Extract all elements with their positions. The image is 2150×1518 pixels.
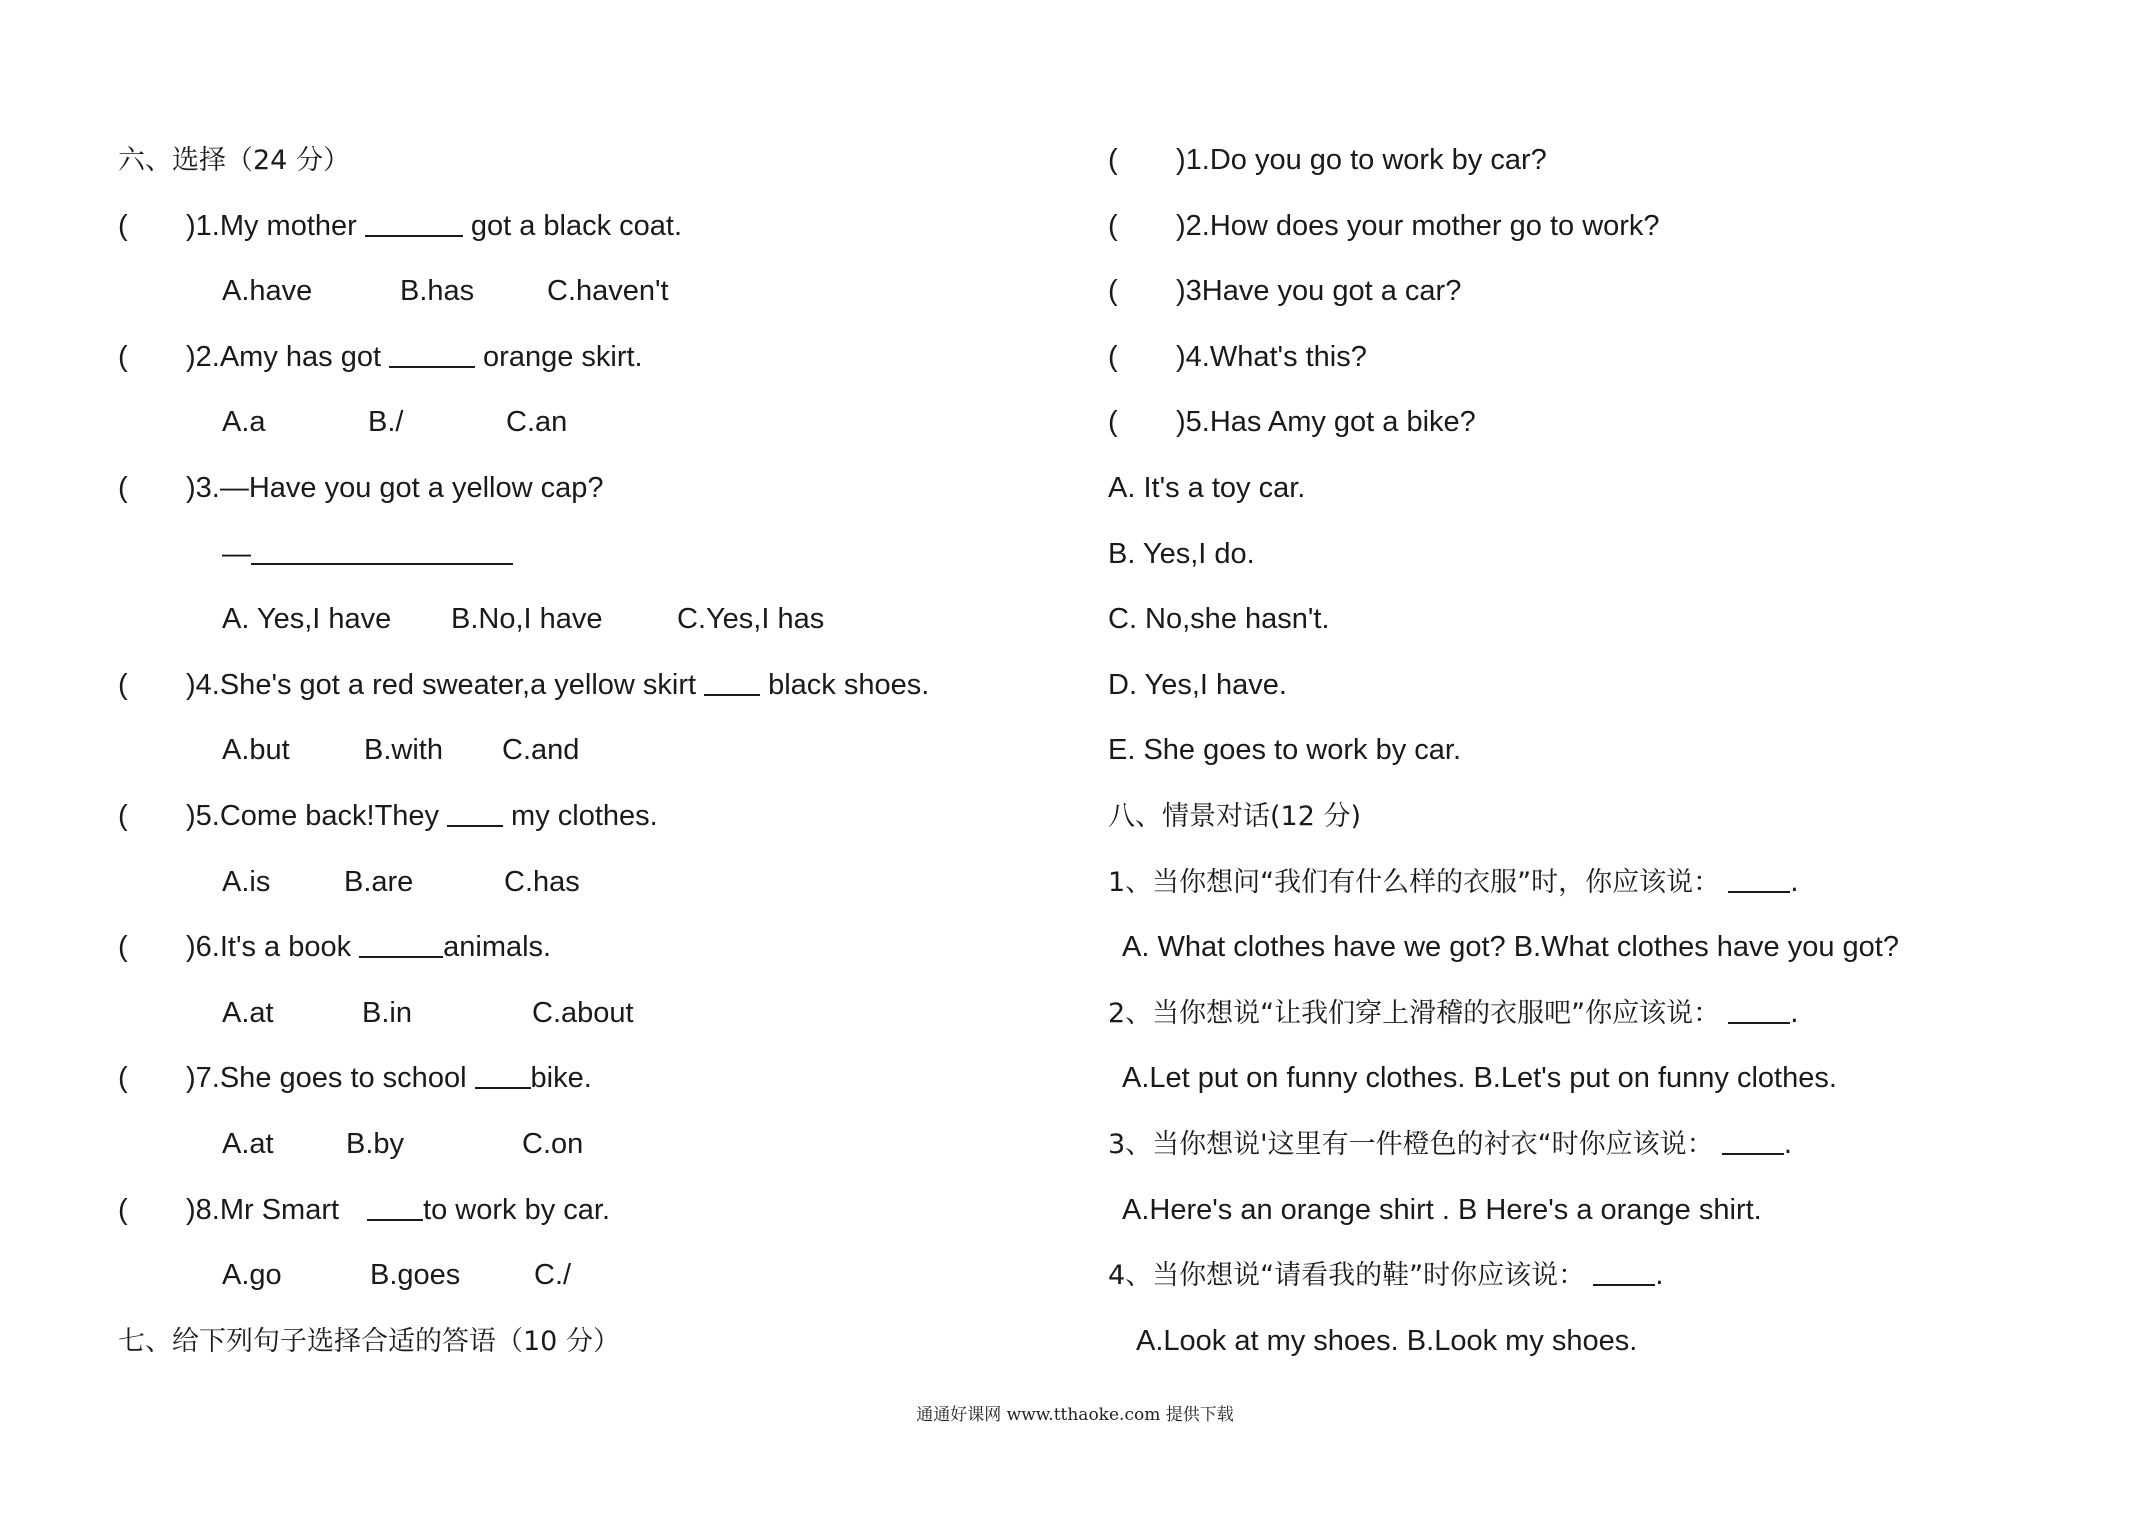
match-question-1	[1108, 128, 2068, 194]
option-b: B.are	[344, 865, 414, 898]
section-7-title: 七、给下列句子选择合适的答语（10 分）	[118, 1325, 620, 1357]
answer-paren: (	[118, 471, 128, 504]
dialog-prompt: 4、当你想说“请看我的鞋”时你应该说：	[1108, 1260, 1586, 1292]
question-text: )5.Come back!They	[186, 799, 440, 832]
question-5	[118, 784, 1058, 850]
answer-paren: (	[1108, 275, 1118, 308]
blank-end: .	[1783, 1128, 1793, 1160]
answer-blank	[251, 534, 513, 565]
question-text-end: animals.	[443, 931, 552, 964]
answer-paren: (	[1108, 209, 1118, 242]
answer-blank	[704, 665, 760, 696]
question-4	[118, 653, 1058, 719]
question-text: )4.What's this?	[1176, 340, 1367, 373]
option-b: B.by	[346, 1127, 405, 1160]
dialog-2-options: A.Let put on funny clothes. B.Let's put on funny clothes.	[1122, 1062, 1837, 1095]
question-8	[118, 1178, 1058, 1244]
blank-end: .	[1790, 997, 1799, 1029]
answer-blank	[475, 1058, 531, 1089]
footer-watermark: 通通好课网 www.tthaoke.com 提供下载	[916, 1405, 1234, 1425]
option-b: B.with	[364, 734, 443, 767]
answer-blank	[1728, 995, 1790, 1024]
answer-paren: (	[1108, 340, 1118, 373]
question-text-end: black shoes.	[768, 668, 930, 701]
question-text-end: orange skirt.	[483, 340, 643, 373]
section-8-title: 八、情景对话(12 分)	[1108, 800, 1362, 832]
option-a: A.go	[222, 1259, 282, 1292]
question-5-options	[118, 850, 1058, 916]
option-c: C./	[534, 1259, 572, 1292]
option-a: A.have	[222, 275, 313, 308]
answer-blank	[359, 927, 443, 958]
match-question-4	[1108, 325, 2068, 391]
dialog-prompt: 2、当你想说“让我们穿上滑稽的衣服吧”你应该说：	[1108, 997, 1721, 1029]
option-c: C.Yes,I has	[677, 603, 825, 636]
section-6-title: 六、选择（24 分）	[118, 145, 350, 176]
question-2	[118, 325, 1058, 391]
option-a: A.at	[222, 1127, 274, 1160]
option-a: A.at	[222, 996, 274, 1029]
answer-blank	[389, 337, 475, 368]
answer-c: C. No,she hasn't.	[1108, 603, 1330, 636]
answer-paren: (	[118, 340, 128, 373]
question-6	[118, 915, 1058, 981]
left-column	[118, 128, 1058, 1374]
question-3-answer-line	[118, 522, 1058, 588]
answer-paren: (	[118, 799, 128, 832]
question-text: )8.Mr Smart	[186, 1193, 340, 1226]
dialog-prompt: 1、当你想问“我们有什么样的衣服”时，你应该说：	[1108, 866, 1721, 898]
answer-b: B. Yes,I do.	[1108, 537, 1255, 570]
option-b: B.in	[362, 996, 412, 1029]
question-text-end: got a black coat.	[470, 209, 683, 242]
answer-blank	[1722, 1126, 1784, 1155]
option-b: B./	[368, 406, 404, 439]
question-text: )1.Do you go to work by car?	[1176, 144, 1547, 176]
question-text: )6.It's a book	[186, 931, 352, 964]
option-b: B.has	[400, 275, 475, 308]
option-c: C.on	[522, 1127, 584, 1160]
question-text: )2.Amy has got	[186, 340, 382, 373]
question-7-options	[118, 1112, 1058, 1178]
option-b: B.No,I have	[451, 603, 603, 636]
option-c: C.has	[504, 865, 580, 898]
question-text: )3Have you got a car?	[1176, 275, 1462, 308]
dialog-3-question	[1108, 1112, 2068, 1178]
match-question-3	[1108, 259, 2068, 325]
question-text: )2.How does your mother go to work?	[1176, 209, 1660, 242]
match-question-5	[1108, 390, 2068, 456]
question-text: )5.Has Amy got a bike?	[1176, 406, 1476, 439]
question-text: )4.She's got a red sweater,a yellow skirt	[186, 668, 697, 701]
option-c: C.an	[506, 406, 568, 439]
answer-blank	[365, 206, 463, 237]
dash: —	[222, 537, 251, 570]
dialog-4-options: A.Look at my shoes. B.Look my shoes.	[1136, 1324, 1638, 1357]
answer-blank	[367, 1190, 423, 1221]
answer-paren: (	[118, 668, 128, 701]
option-a: A. Yes,I have	[222, 603, 392, 636]
dialog-2-question	[1108, 981, 2068, 1047]
dialog-prompt: 3、当你想说'这里有一件橙色的衬衣“时你应该说：	[1108, 1128, 1714, 1160]
option-c: C.and	[502, 734, 580, 767]
option-a: A.a	[222, 406, 266, 439]
dialog-1-question	[1108, 850, 2068, 916]
answer-paren: (	[1108, 144, 1118, 176]
question-text-end: bike.	[530, 1062, 592, 1095]
question-8-options	[118, 1243, 1058, 1309]
answer-paren: (	[118, 209, 128, 242]
question-7	[118, 1046, 1058, 1112]
question-4-options	[118, 718, 1058, 784]
answer-paren: (	[1108, 406, 1118, 439]
answer-d: D. Yes,I have.	[1108, 668, 1287, 701]
blank-end: .	[1790, 866, 1799, 898]
answer-blank	[447, 796, 503, 827]
option-a: A.but	[222, 734, 290, 767]
question-text: )3.—Have you got a yellow cap?	[186, 471, 604, 504]
match-question-2	[1108, 194, 2068, 260]
right-column	[1108, 128, 2068, 1374]
option-a: A.is	[222, 865, 271, 898]
dialog-3-options: A.Here's an orange shirt . B Here's a orange shirt.	[1122, 1193, 1762, 1226]
option-c: C.haven't	[547, 275, 669, 308]
dialog-4-question	[1108, 1243, 2068, 1309]
question-2-options	[118, 390, 1058, 456]
answer-blank	[1593, 1257, 1655, 1286]
answer-paren: (	[118, 1062, 128, 1095]
question-text-end: to work by car.	[423, 1193, 611, 1226]
blank-end: .	[1655, 1260, 1664, 1292]
question-text: )7.She goes to school	[186, 1062, 467, 1095]
question-text-end: my clothes.	[511, 799, 658, 832]
answer-e: E. She goes to work by car.	[1108, 734, 1462, 767]
answer-blank	[1728, 864, 1790, 893]
question-1	[118, 194, 1058, 260]
option-c: C.about	[532, 996, 634, 1029]
question-6-options	[118, 981, 1058, 1047]
question-3-options	[118, 587, 1058, 653]
option-b: B.goes	[370, 1259, 461, 1292]
answer-paren: (	[118, 1193, 128, 1226]
question-1-options	[118, 259, 1058, 325]
dialog-1-options: A. What clothes have we got? B.What clothes have you got?	[1122, 931, 1899, 964]
question-text: )1.My mother	[186, 209, 357, 242]
answer-a: A. It's a toy car.	[1108, 471, 1306, 504]
answer-paren: (	[118, 931, 128, 964]
question-3	[118, 456, 1058, 522]
